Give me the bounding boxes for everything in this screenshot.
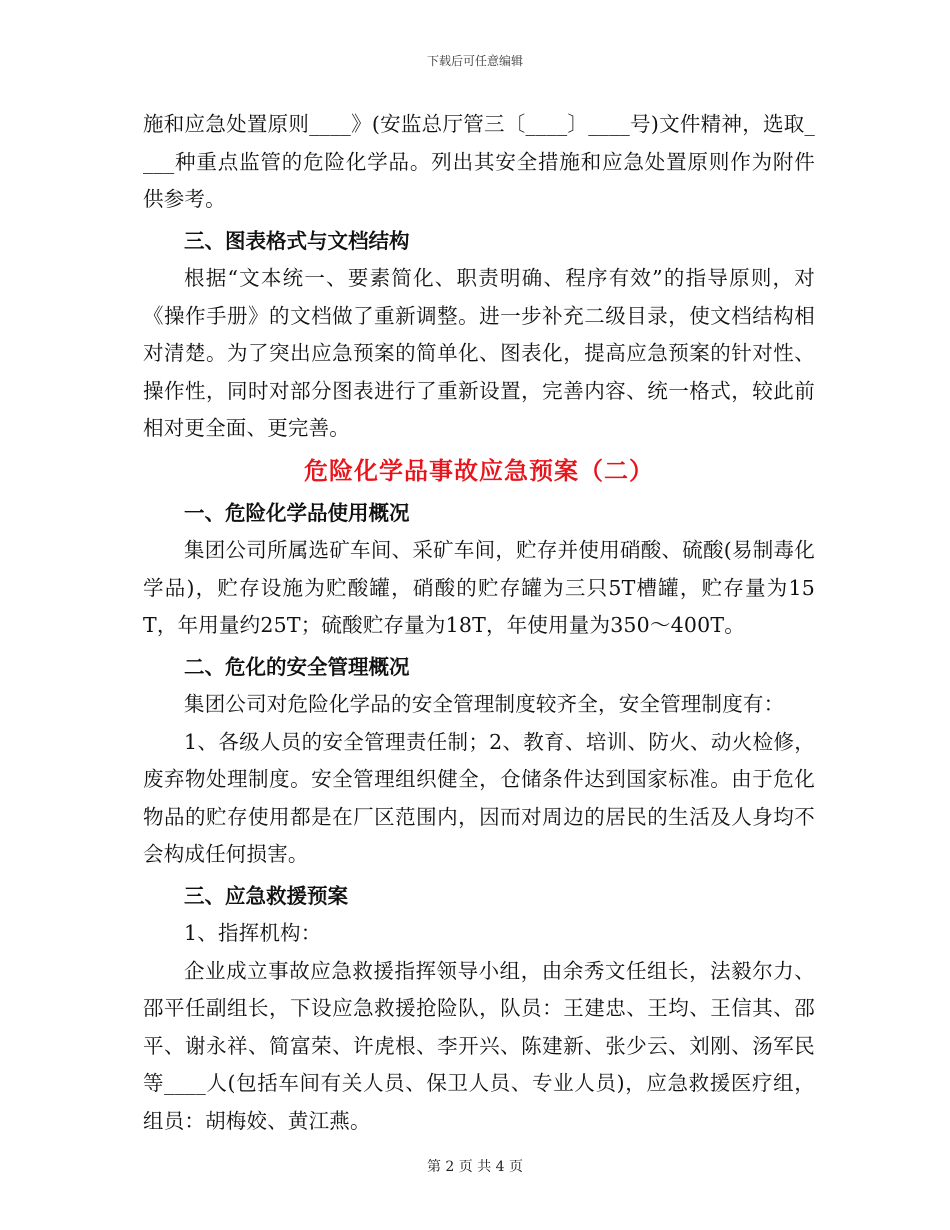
page-number: 第 2 页 共 4 页 — [426, 1159, 524, 1175]
paragraph-management-intro: 集团公司对危险化学品的安全管理制度较齐全，安全管理制度有： — [184, 692, 785, 716]
heading-chart-format: 三、图表格式与文档结构 — [184, 228, 410, 253]
heading-usage: 一、危险化学品使用概况 — [184, 500, 410, 525]
paragraph-command: 企业成立事故应急救援指挥领导小组，由余秀文任组长，法毅尔力、邵平任副组长，下设应急救援抢险队，队员：王建忠、王均、王信其、邵平、谢永祥、简富荣、许虎根、李开兴、陈建新、张少云、刘刚、汤军民等____人(包括车间有关人员、保卫人员、专业人员)，应急救援医疗组，组员：胡梅姣、黄江燕。 — [143, 958, 815, 1133]
heading-safety-management: 二、危化的安全管理概况 — [184, 654, 410, 679]
paragraph-format: 根据“文本统一、要素简化、职责明确、程序有效”的指导原则，对《操作手册》的文档做了重新调整。进一步补充二级目录，使文档结构相对清楚。为了突出应急预案的简单化、图表化，提高应急预案的针对性、操作性，同时对部分图表进行了重新设置，完善内容、统一格式，较此前相对更全面、更完善。 — [143, 266, 815, 440]
paragraph-intro: 施和应急处置原则____》(安监总厅管三〔____〕____号)文件精神，选取____种重点监管的危险化学品。列出其安全措施和应急处置原则作为附件供参考。 — [143, 112, 815, 211]
heading-emergency-plan: 三、应急救援预案 — [184, 883, 348, 908]
paragraph-management-detail: 1、各级人员的安全管理责任制；2、教育、培训、防火、动火检修，废弃物处理制度。安全管理组织健全，仓储条件达到国家标准。由于危化物品的贮存使用都是在厂区范围内，因而对周边的居民的生活及人身均不会构成任何损害。 — [143, 729, 815, 866]
paragraph-usage: 集团公司所属选矿车间、采矿车间，贮存并使用硝酸、硫酸(易制毒化学品)，贮存设施为贮酸罐，硝酸的贮存罐为三只5T槽罐，贮存量为15T，年用量约25T；硫酸贮存量为18T，年使用量为350～400T。 — [143, 538, 815, 637]
subheading-command: 1、指挥机构： — [184, 921, 322, 945]
header-note: 下载后可任意编辑 — [426, 54, 523, 68]
document-body — [143, 106, 815, 1140]
section-title: 危险化学品事故应急预案（二） — [304, 455, 654, 485]
